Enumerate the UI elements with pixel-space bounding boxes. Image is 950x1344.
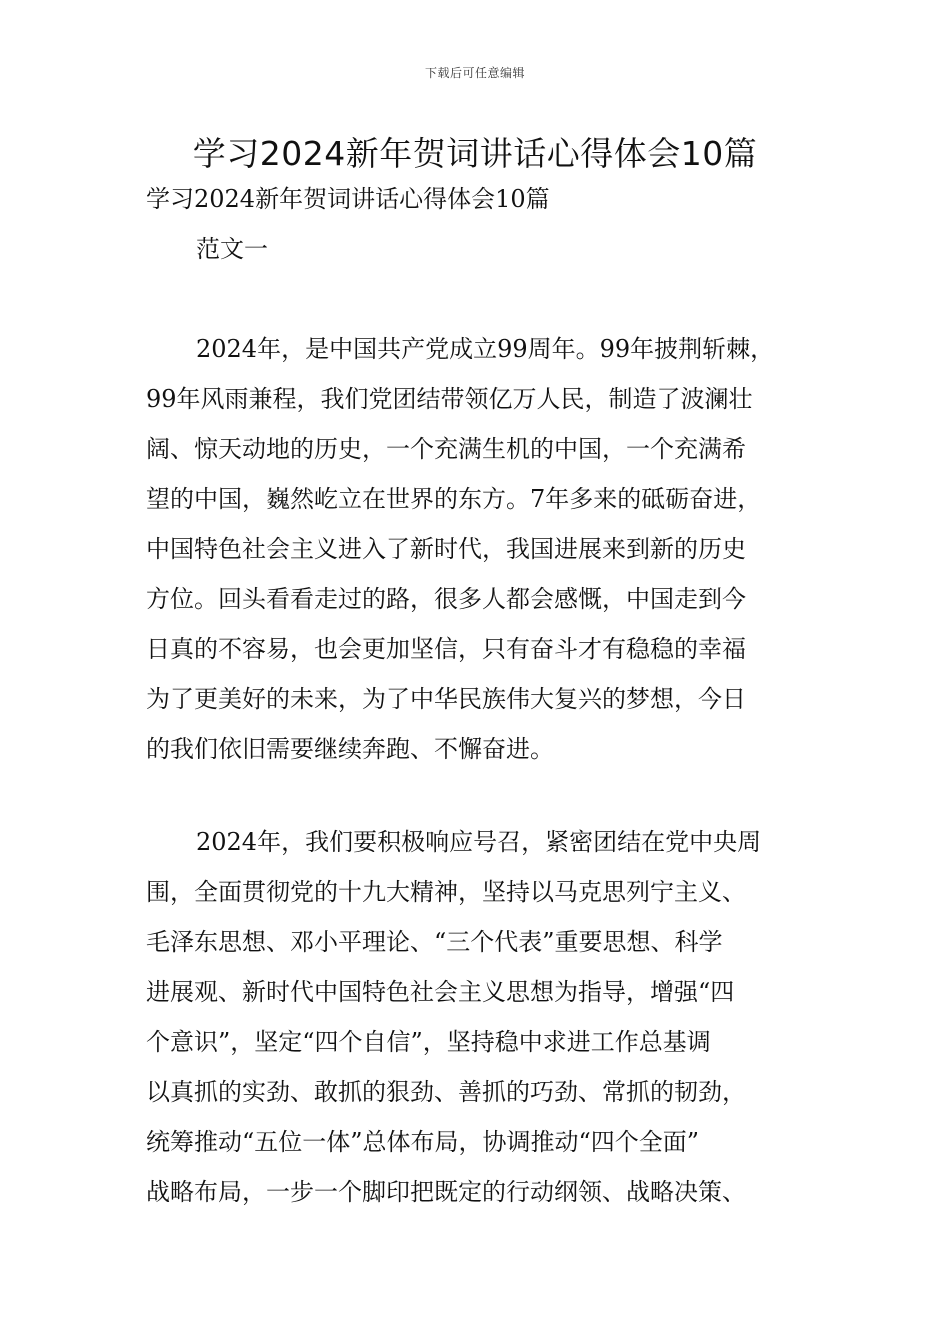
paragraph-line: 个意识”，坚定“四个自信”，坚持稳中求进工作总基调: [146, 1028, 711, 1056]
document-subtitle: 学习2024新年贺词讲话心得体会10篇: [146, 185, 550, 213]
paragraph-line: 中国特色社会主义进入了新时代，我国进展来到新的历史: [146, 535, 746, 563]
document-title: 学习2024新年贺词讲话心得体会10篇: [192, 134, 758, 173]
paragraph-line: 战略布局，一步一个脚印把既定的行动纲领、战略决策、: [146, 1178, 746, 1206]
paragraph-line: 2024年，是中国共产党成立99周年。99年披荆斩棘，: [196, 335, 775, 363]
paragraph-1: [146, 333, 836, 783]
paragraph-line: 统筹推动“五位一体”总体布局，协调推动“四个全面”: [146, 1128, 700, 1156]
paragraph-2: [146, 826, 836, 1226]
paragraph-line: 围，全面贯彻党的十九大精神，坚持以马克思列宁主义、: [146, 878, 746, 906]
paragraph-line: 日真的不容易，也会更加坚信，只有奋斗才有稳稳的幸福: [146, 635, 746, 663]
paragraph-line: 的我们依旧需要继续奔跑、不懈奋进。: [146, 735, 554, 763]
paragraph-line: 进展观、新时代中国特色社会主义思想为指导，增强“四: [146, 978, 735, 1006]
paragraph-line: 望的中国，巍然屹立在世界的东方。7年多来的砥砺奋进，: [146, 485, 762, 513]
paragraph-line: 2024年，我们要积极响应号召，紧密团结在党中央周: [196, 828, 762, 856]
paragraph-line: 毛泽东思想、邓小平理论、“三个代表”重要思想、科学: [146, 928, 723, 956]
paragraph-line: 以真抓的实劲、敢抓的狠劲、善抓的巧劲、常抓的韧劲，: [146, 1078, 746, 1106]
paragraph-line: 阔、惊天动地的历史，一个充满生机的中国，一个充满希: [146, 435, 746, 463]
paragraph-line: 为了更美好的未来，为了中华民族伟大复兴的梦想，今日: [146, 685, 746, 713]
page-header-note: 下载后可任意编辑: [424, 66, 525, 80]
section-label: 范文一: [196, 235, 268, 263]
paragraph-line: 99年风雨兼程，我们党团结带领亿万人民，制造了波澜壮: [146, 385, 753, 413]
paragraph-line: 方位。回头看看走过的路，很多人都会感慨，中国走到今: [146, 585, 746, 613]
